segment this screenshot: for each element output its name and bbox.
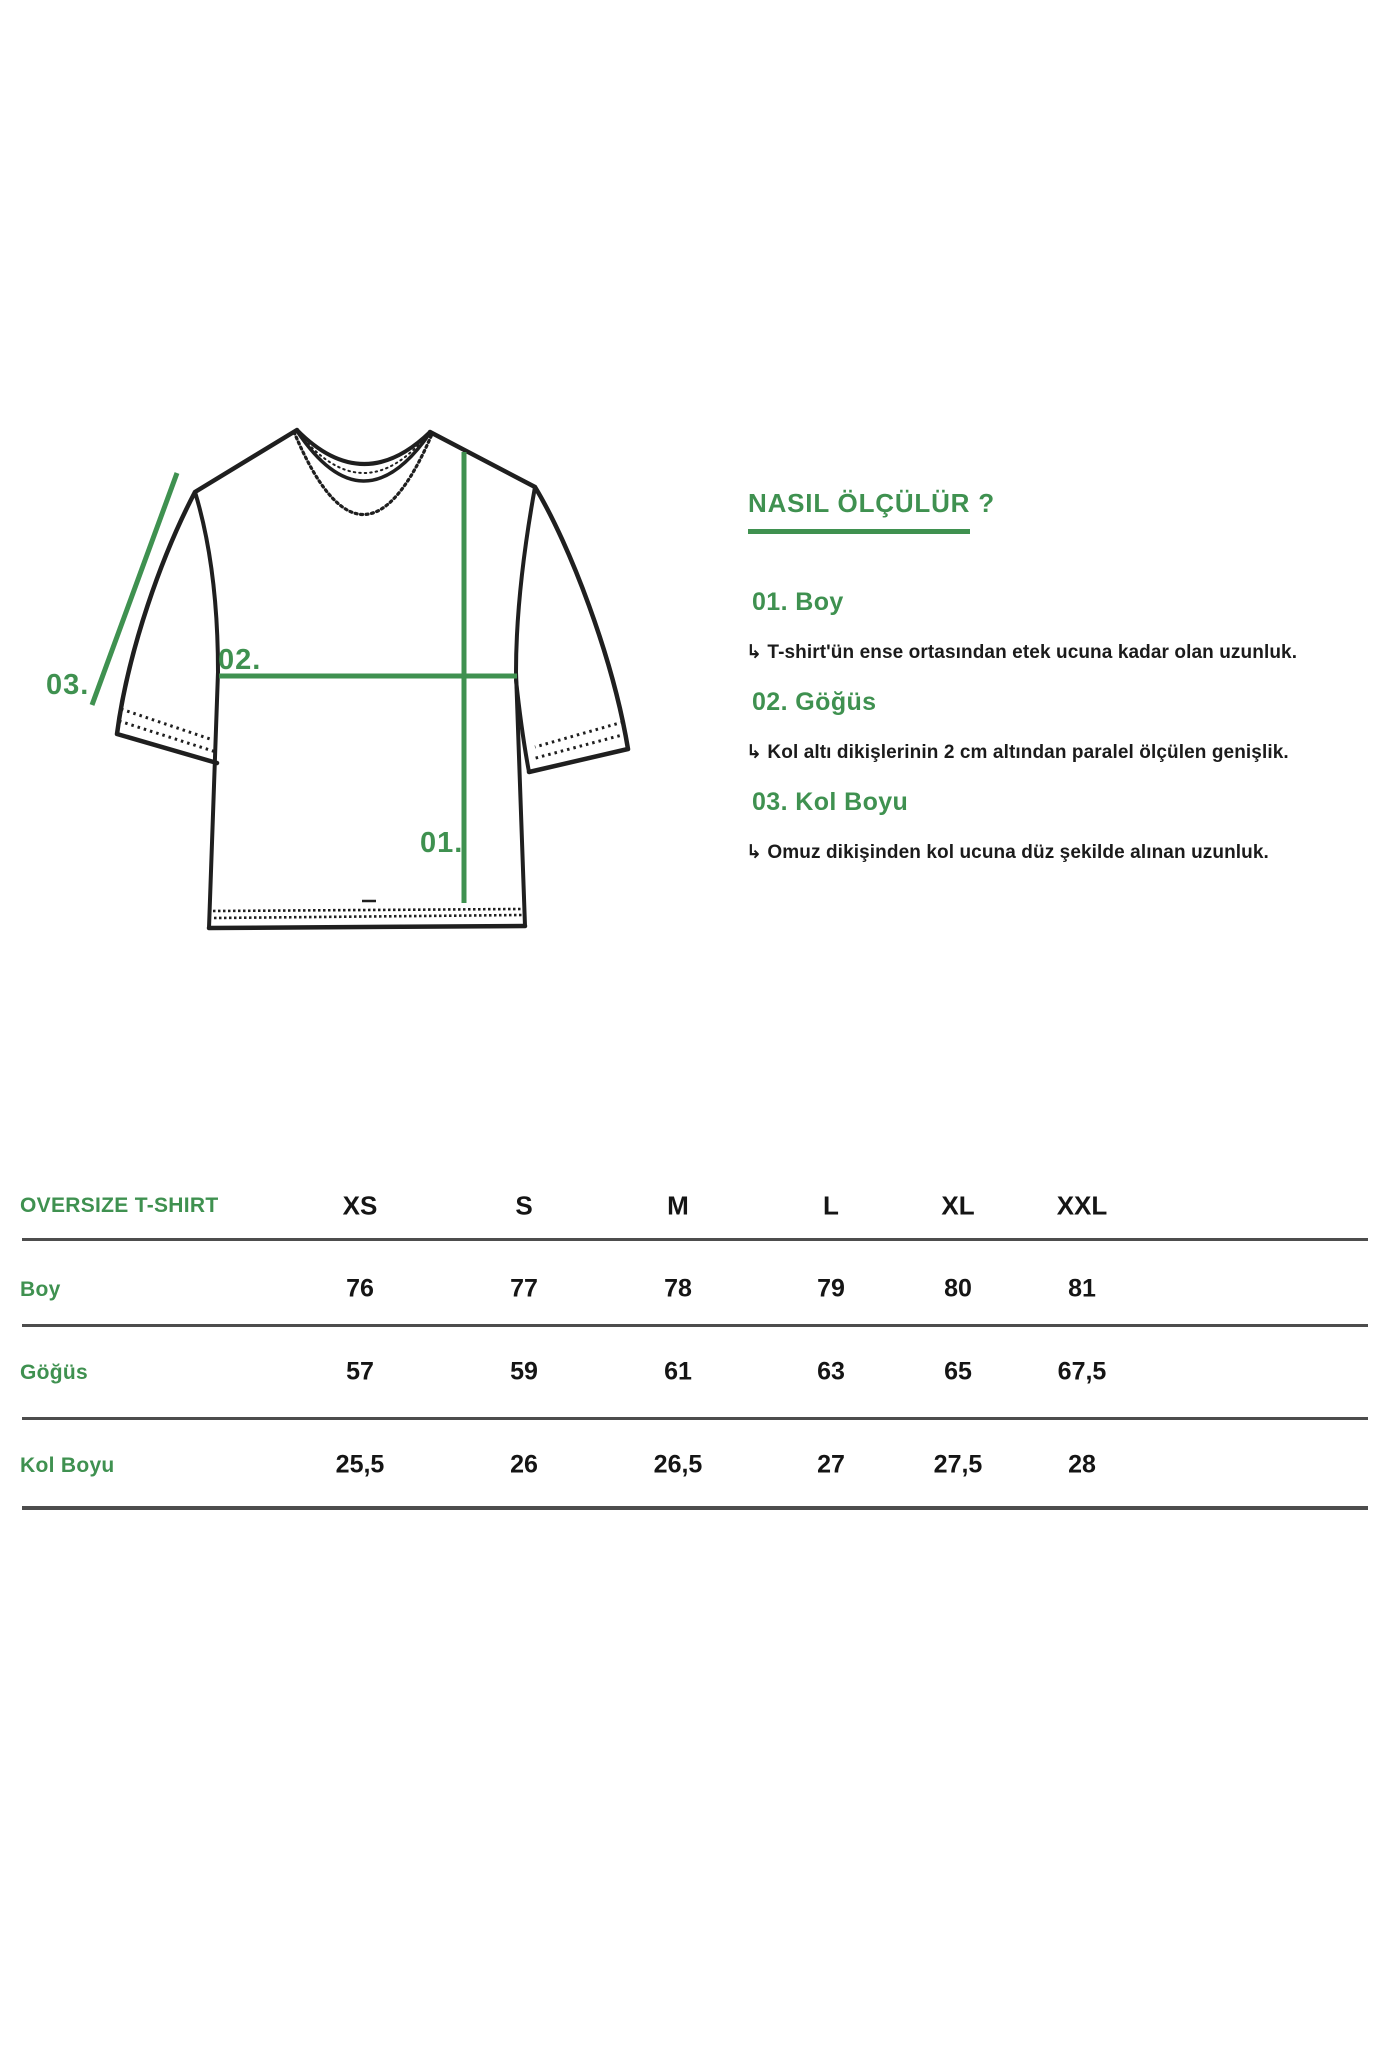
measure-heading-kol-boyu: 03. Kol Boyu — [752, 788, 909, 816]
table-product-name: OVERSIZE T-SHIRT — [20, 1194, 219, 1217]
table-line-row2 — [22, 1417, 1368, 1420]
measure-desc-gogus-text: Kol altı dikişlerinin 2 cm altından paralel ölçülen genişlik. — [767, 742, 1289, 763]
kolboyu-xs: 25,5 — [335, 1450, 385, 1479]
return-arrow-icon: ↳ — [746, 642, 763, 663]
boy-xs: 76 — [346, 1274, 374, 1303]
gogus-xs: 57 — [346, 1357, 374, 1386]
gogus-xl: 65 — [944, 1357, 972, 1386]
gogus-s: 59 — [510, 1357, 538, 1386]
left-sleeve-outline — [117, 430, 297, 763]
row-label-boy: Boy — [20, 1278, 61, 1301]
size-header-l: L — [823, 1190, 839, 1221]
kolboyu-m: 26,5 — [653, 1450, 703, 1479]
size-header-m: M — [667, 1190, 689, 1221]
boy-m: 78 — [664, 1274, 692, 1303]
boy-xxl: 81 — [1068, 1274, 1096, 1303]
size-header-s: S — [515, 1190, 533, 1221]
size-header-xs: XS — [342, 1190, 378, 1221]
right-cuff-stitch-row-1 — [535, 722, 623, 747]
gogus-l: 63 — [817, 1357, 845, 1386]
right-cuff-stitch-row-2 — [532, 734, 626, 759]
table-line-bottom — [22, 1506, 1368, 1510]
chest-measure-label: 02. — [218, 644, 262, 676]
return-arrow-icon: ↳ — [746, 842, 763, 863]
title-underline — [748, 529, 970, 534]
measure-heading-boy: 01. Boy — [752, 588, 844, 616]
measure-heading-gogus: 02. Göğüs — [752, 688, 877, 716]
measure-desc-gogus — [746, 741, 1289, 764]
gogus-xxl: 67,5 — [1057, 1357, 1107, 1386]
kolboyu-xxl: 28 — [1068, 1450, 1096, 1479]
measure-desc-boy-text: T-shirt'ün ense ortasından etek ucuna kadar olan uzunluk. — [767, 642, 1298, 663]
boy-xl: 80 — [944, 1274, 972, 1303]
size-header-xl: XL — [941, 1190, 975, 1221]
row-label-kol-boyu: Kol Boyu — [20, 1454, 115, 1477]
hem-stitch-row-1 — [213, 909, 522, 911]
size-header-xxl: XXL — [1056, 1190, 1108, 1221]
right-sleeve-outline — [430, 432, 628, 772]
boy-s: 77 — [510, 1274, 538, 1303]
left-cuff-stitch-row-1 — [121, 709, 213, 740]
left-armhole-body-seam — [195, 492, 218, 928]
collar-inner-stitching — [297, 431, 429, 473]
tshirt-outline — [117, 430, 628, 928]
kolboyu-xl: 27,5 — [933, 1450, 983, 1479]
hem-stitching — [213, 909, 522, 918]
stitching-details — [119, 709, 626, 759]
return-arrow-icon: ↳ — [746, 742, 763, 763]
measure-desc-kol-boyu — [746, 841, 1269, 864]
length-measure-label: 01. — [420, 827, 464, 859]
bottom-hem-edge — [209, 926, 525, 928]
gogus-m: 61 — [664, 1357, 692, 1386]
sleeve-measure-label: 03. — [46, 669, 90, 701]
hem-stitch-row-2 — [214, 915, 522, 918]
sleeve-measure-line — [92, 473, 177, 705]
table-line-row1 — [22, 1324, 1368, 1327]
kolboyu-l: 27 — [817, 1450, 845, 1479]
boy-l: 79 — [817, 1274, 845, 1303]
how-to-measure-title: NASIL ÖLÇÜLÜR ? — [748, 488, 995, 518]
kolboyu-s: 26 — [510, 1450, 538, 1479]
collar — [294, 430, 432, 515]
row-label-gogus: Göğüs — [20, 1361, 88, 1384]
measure-desc-boy — [746, 641, 1297, 664]
measure-desc-kol-boyu-text: Omuz dikişinden kol ucuna düz şekilde alınan uzunluk. — [767, 842, 1269, 863]
tshirt-diagram — [60, 415, 660, 980]
table-line-header — [22, 1238, 1368, 1241]
collar-band-bottom — [297, 431, 430, 481]
